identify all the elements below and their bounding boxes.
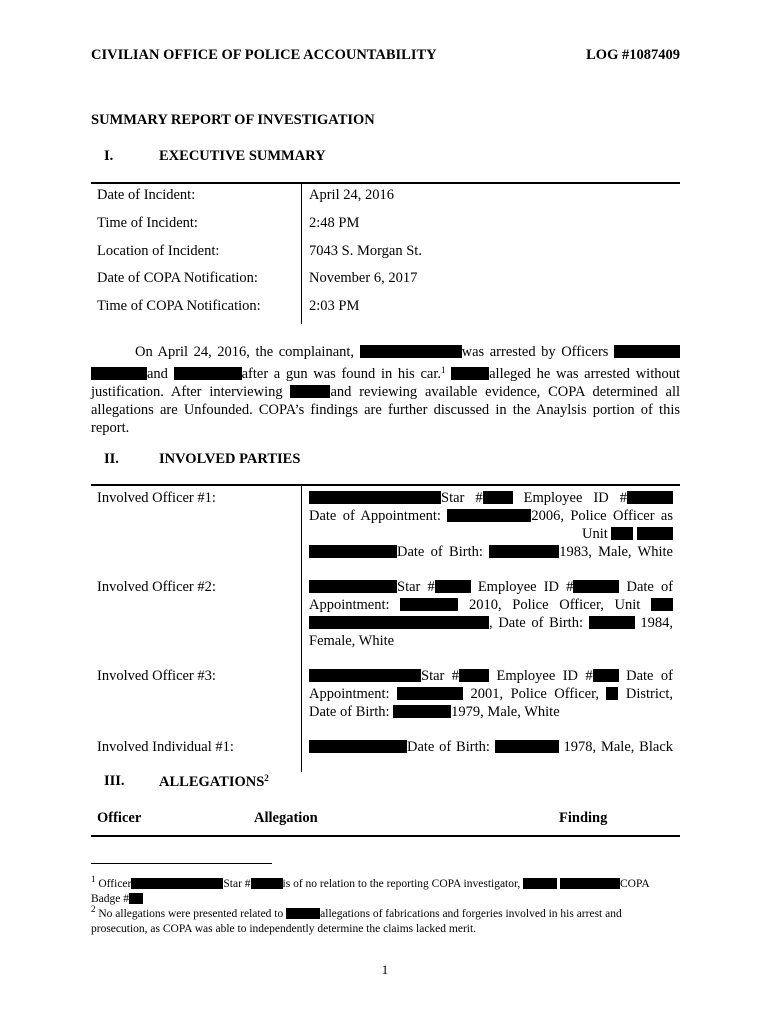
report-title: SUMMARY REPORT OF INVESTIGATION	[91, 112, 375, 128]
redaction	[174, 367, 242, 380]
redaction	[397, 687, 463, 700]
redaction	[489, 545, 559, 558]
section-1-title: EXECUTIVE SUMMARY	[159, 148, 326, 164]
redaction	[560, 878, 620, 889]
redaction	[290, 385, 330, 398]
redaction	[637, 527, 673, 540]
redaction	[523, 878, 557, 889]
allegations-col-allegation: Allegation	[254, 810, 318, 826]
redaction	[611, 527, 633, 540]
section-2-number: II.	[104, 451, 119, 467]
party-label-individual-1: Involved Individual #1:	[97, 739, 234, 755]
section-2-title: INVOLVED PARTIES	[159, 451, 301, 467]
redaction	[393, 705, 451, 718]
footnote-separator	[91, 863, 272, 864]
footnote-ref-1: 1	[440, 365, 446, 375]
footnote-2: $^2$ No allegations were presented related to allegations of fabrications and forgeries involved in his arrest and prosecution, as COPA was able to independently determine the claims lacked merit.	[91, 904, 622, 935]
allegations-col-finding: Finding	[559, 810, 608, 826]
redaction	[131, 878, 223, 889]
party-details-officer-2: Star # Employee ID # Date of Appointment: 2010, Police Officer, Unit , Date of Birth: 1984, Female, White	[309, 579, 674, 649]
redaction	[309, 616, 489, 629]
redaction	[309, 669, 421, 682]
redaction	[459, 669, 489, 682]
party-label-officer-2: Involved Officer #2:	[97, 579, 216, 595]
redaction	[651, 598, 673, 611]
summary-label: Date of COPA Notification:	[97, 270, 258, 286]
redaction	[286, 908, 320, 919]
party-details-individual-1: Date of Birth: 1978, Male, Black	[309, 738, 673, 756]
summary-label: Location of Incident:	[97, 243, 220, 259]
redaction	[309, 580, 397, 593]
redaction	[400, 598, 458, 611]
party-label-officer-3: Involved Officer #3:	[97, 668, 216, 684]
redaction	[614, 345, 680, 358]
redaction	[606, 687, 618, 700]
party-details-officer-1: Star # Employee ID # Date of Appointment: 2006, Police Officer as Unit Date of Birth: 1983, Male, White	[309, 490, 673, 560]
summary-label: Date of Incident:	[97, 187, 196, 203]
page-number: 1	[381, 962, 389, 977]
redaction	[447, 509, 531, 522]
summary-value: November 6, 2017	[309, 270, 418, 286]
section-3-title: ALLEGATIONS$^2$	[159, 773, 269, 790]
redaction	[451, 367, 489, 380]
redaction	[91, 367, 147, 380]
party-label-officer-1: Involved Officer #1:	[97, 490, 216, 506]
summary-table-top-rule	[91, 182, 680, 184]
header-log-number: LOG #1087409	[586, 47, 680, 63]
redaction	[573, 580, 619, 593]
header-org: CIVILIAN OFFICE OF POLICE ACCOUNTABILITY	[91, 47, 437, 63]
redaction	[495, 740, 559, 753]
redaction	[589, 616, 635, 629]
summary-value: 2:48 PM	[309, 215, 360, 231]
parties-table-divider	[301, 486, 302, 772]
allegations-col-officer: Officer	[97, 810, 142, 826]
redaction	[483, 491, 513, 504]
redaction	[627, 491, 673, 504]
redaction	[251, 878, 283, 889]
redaction	[360, 345, 462, 358]
redaction	[309, 740, 407, 753]
section-1-number: I.	[104, 148, 114, 164]
redaction	[309, 491, 441, 504]
summary-label: Time of Incident:	[97, 215, 198, 231]
redaction	[593, 669, 619, 682]
redaction	[435, 580, 471, 593]
footnote-ref-2: 2	[264, 773, 269, 783]
summary-value: April 24, 2016	[309, 187, 394, 203]
footnote-1: $^1$ Officer Star # is of no relation to the reporting COPA investigator, COPA Badge #	[91, 874, 650, 905]
party-details-officer-3: Star # Employee ID # Date of Appointment: 2001, Police Officer, District, Date of Birth: 1979, Male, White	[309, 668, 674, 720]
summary-value: 2:03 PM	[309, 298, 360, 314]
section-3-number: III.	[104, 773, 125, 789]
parties-table-top-rule	[91, 484, 680, 486]
summary-value: 7043 S. Morgan St.	[309, 243, 422, 259]
executive-summary-paragraph: On April 24, 2016, the complainant, was arrested by Officers and after a gun was found in his car.$^1$ alleged he was arrested without justification. After interviewing and reviewing available evidence, COPA determined all allegations are Unfounded. COPA’s findings are further discussed in the Anaylsis portion of this report.	[91, 344, 681, 436]
summary-label: Time of COPA Notification:	[97, 298, 261, 314]
allegations-header-rule	[91, 835, 680, 837]
redaction	[309, 545, 397, 558]
summary-table-divider	[301, 184, 302, 324]
